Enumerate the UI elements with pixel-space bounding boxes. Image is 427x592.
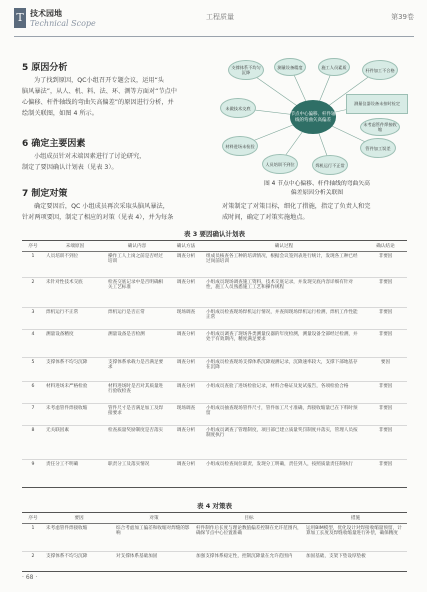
cell: 检查交底记录中是否明确相关工艺标准 <box>106 278 168 308</box>
cell: 现场调查 <box>168 308 204 330</box>
s7-right-line-1: 对策制定了对策目标，细化了措施，指定了负责人和完 <box>222 203 371 210</box>
s5-line-2: 脑风暴法”，从人、机、料、法、环、测等方面对“节点中 <box>22 88 177 95</box>
s7-right-line-2: 成时间，确定了对策实施地点。 <box>222 214 309 221</box>
cell: 调查分析 <box>168 382 204 404</box>
table-row <box>22 460 407 488</box>
section-6-heading: 6 确定主要因素 <box>22 139 86 149</box>
s5-line-4: 绘制关联图，如图 4 所示。 <box>22 110 98 117</box>
figure-caption-line-2: 偏差原因分析关联图 <box>290 190 344 196</box>
cell: 要因 <box>364 358 407 382</box>
cell: 6 <box>22 382 44 404</box>
cell: 测量设备是否检测 <box>106 330 168 358</box>
cell: 操作工人上岗之前是否经过培训 <box>106 252 168 278</box>
s7-line-2: 针对两项要因，制定了相应的对策（见表 4），并为每条 <box>22 214 174 221</box>
cell: 调查分析 <box>168 426 204 460</box>
cell: 管件尺寸是否满足加工及焊接要求 <box>106 404 168 426</box>
col-header: 确认过程 <box>204 241 364 252</box>
cause-box: 测量仪器设备未按时检定 <box>346 94 408 114</box>
col-header: 要因 <box>44 513 114 524</box>
cause-confirmation-table <box>22 240 407 488</box>
table-header-row <box>22 513 407 524</box>
cell: 加固基础，支架下垫设厚垫板 <box>304 552 407 572</box>
cell: 小组成员检查岗位职责，发现分工明确，责任到人，按照质量责任制执行 <box>204 460 364 488</box>
s5-line-3: 心偏移、杆件轴线的弯曲矢高偏差”的原因进行分析，并 <box>22 99 174 106</box>
cell: 小组成员现场调查施工资料，技术交底记录，并发现交底内容详细有针对性，施工人员熟悉施工工艺和操作规程 <box>204 278 364 308</box>
col-header: 对策 <box>114 513 194 524</box>
cell: 未考虑管件焊接收缩 <box>44 404 106 426</box>
cause-bubble: 管件加工误差 <box>360 138 396 158</box>
cell: 调查分析 <box>168 252 204 278</box>
cause-bubble: 未做技术交底 <box>220 98 256 118</box>
cell: 支撑体系不均匀沉降 <box>44 358 106 382</box>
cell: 非要因 <box>364 330 407 358</box>
magazine-name: 工程质量 <box>206 13 234 21</box>
cell: 小组成员抽查现场管件尺寸，管件加工尺寸准确，焊接收缩量已在下料时预留 <box>204 404 364 426</box>
cell: 5 <box>22 358 44 382</box>
cell: 8 <box>22 426 44 460</box>
table-row <box>22 358 407 382</box>
problem-node: 节点中心偏移、杆件轴线的弯曲矢高偏差 <box>290 100 336 134</box>
table-row <box>22 252 407 278</box>
cell: 1 <box>22 252 44 278</box>
cell: 小组成员调查了现场各类测量仪器的年度检测，测量设备全部经过检测，并处于有效期内，精度满足要求 <box>204 330 364 358</box>
cell: 调查分析 <box>168 358 204 382</box>
cell: 材料进场未严格检验 <box>44 382 106 404</box>
table-row <box>22 552 407 572</box>
s5-line-1: 为了找到原因，QC小组召开专题会议，运用“头 <box>34 77 164 84</box>
cell: 非要因 <box>364 460 407 488</box>
table-row <box>22 308 407 330</box>
cause-bubble: 测量设备精度 <box>274 58 306 76</box>
cell: 加强支撑体系稳定性，控制沉降量在允许范围内 <box>194 552 304 572</box>
cell: 9 <box>22 460 44 488</box>
column-subtitle: Technical Scope <box>30 19 96 28</box>
cell: 综合考虑加工偏差和收缩对焊缝的影响 <box>114 524 194 552</box>
cell: 4 <box>22 330 44 358</box>
s6-line-1: 小组成员针对末端因素进行了讨论研究， <box>34 153 146 160</box>
figure-caption-line-1: 图 4 节点中心偏移、杆件轴线的弯曲矢高 <box>264 181 370 187</box>
cell: 现场调查 <box>168 404 204 426</box>
table-row <box>22 382 407 404</box>
cell: 焊机运行不正常 <box>44 308 106 330</box>
table-header-row <box>22 241 407 252</box>
cell: 小组成员检查现场焊机运行情况，并查阅现场焊机运行检测，焊机工作性能正常 <box>204 308 364 330</box>
cell: 支撑体系承载力是否满足要求 <box>106 358 168 382</box>
cell: 测量设备精度 <box>44 330 106 358</box>
col-header: 序号 <box>22 241 44 252</box>
cell: 小组成员查验了进场检验记录，材料合格证及复试报告，各项检验合格 <box>204 382 364 404</box>
cell: 焊机运行是否正常 <box>106 308 168 330</box>
cell: 非要因 <box>364 404 407 426</box>
table-row <box>22 330 407 358</box>
cell: 未考虑管件焊接收缩 <box>44 524 114 552</box>
col-header: 序号 <box>22 513 44 524</box>
cell: 未针对性技术交底 <box>44 278 106 308</box>
cell: 人员培训不到位 <box>44 252 106 278</box>
cell: 2 <box>22 552 44 572</box>
column-logo: T <box>14 8 26 28</box>
cell: 3 <box>22 308 44 330</box>
cell: 材料进场时是否对其质量进行验收检查 <box>106 382 168 404</box>
cell: 对支撑体系基础加固 <box>114 552 194 572</box>
cell: 杆件制作后长度与理论数值偏差控制在允许范围内，确保节点中心位置准确 <box>194 524 304 552</box>
cell: 调查分析 <box>168 278 204 308</box>
cell: 1 <box>22 524 44 552</box>
s7-line-1: 确定要因后，QC 小组成员再次采取头脑风暴法， <box>34 203 169 210</box>
section-5-heading: 5 原因分析 <box>22 63 68 73</box>
cell: 运用BIM模型，优化设计对焊接收缩量预留，计算加工长度及焊缝收缩量进行补偿，确保精度 <box>304 524 407 552</box>
cell: 2 <box>22 278 44 308</box>
cell: 非要因 <box>364 426 407 460</box>
cell: 组成员核查各工种的培训情况，根据会议签到表进行统计，发现各工种已经过岗前培训 <box>204 252 364 278</box>
col-header: 确认方法 <box>168 241 204 252</box>
cell: 非要因 <box>364 382 407 404</box>
cell: 非要因 <box>364 308 407 330</box>
cell: 非要因 <box>364 278 407 308</box>
table-row <box>22 278 407 308</box>
cell: 小组成员检查现场支撑体系沉降观测记录，沉降速率较大，支撑下部地基存在沉降 <box>204 358 364 382</box>
col-header: 措施 <box>304 513 407 524</box>
s6-line-2: 制定了要因确认计划表（见表 3）。 <box>22 164 118 171</box>
cell: 支撑体系不均匀沉降 <box>44 552 114 572</box>
cause-bubble: 未考虑管件焊接收缩 <box>360 118 400 136</box>
table-row <box>22 404 407 426</box>
section-7-heading: 7 制定对策 <box>22 189 68 199</box>
cell: 非要因 <box>364 252 407 278</box>
column-title: 技术园地 <box>30 9 62 18</box>
table-3-caption: 表 3 要因确认计划表 <box>183 230 246 238</box>
cell: 调查分析 <box>168 330 204 358</box>
countermeasure-table <box>22 512 407 572</box>
cell: 责任分工不明确 <box>44 460 106 488</box>
cell: 小组成员调查了管理制度，项目部已建立质量奖罚制度并落实，管理人员按制度执行 <box>204 426 364 460</box>
table-4-caption: 表 4 对策表 <box>196 502 233 510</box>
cause-bubble: 人员培训不到位 <box>262 154 298 174</box>
cell: 检查质量奖励制度是否落实 <box>106 426 168 460</box>
cell: 职责分工及落实情况 <box>106 460 168 488</box>
cause-bubble: 杆件加工不合格 <box>362 60 398 80</box>
col-header: 确认结论 <box>364 241 407 252</box>
cause-bubble: 焊机运行不正常 <box>312 155 348 175</box>
cell: 无关联因素 <box>44 426 106 460</box>
page-number: · 68 · <box>22 574 38 581</box>
cause-bubble: 支撑体系不均匀沉降 <box>228 60 264 80</box>
volume-label: 第39卷 <box>391 13 414 21</box>
col-header: 末端原因 <box>44 241 106 252</box>
col-header: 确认内容 <box>106 241 168 252</box>
page-header <box>14 6 414 37</box>
cause-bubble: 施工人员素质 <box>318 58 350 76</box>
col-header: 目标 <box>194 513 304 524</box>
table-row <box>22 426 407 460</box>
cell: 7 <box>22 404 44 426</box>
relation-diagram <box>218 58 410 176</box>
cell: 调查分析 <box>168 460 204 488</box>
table-row <box>22 524 407 552</box>
cause-bubble: 材料进场未检验 <box>222 136 258 156</box>
